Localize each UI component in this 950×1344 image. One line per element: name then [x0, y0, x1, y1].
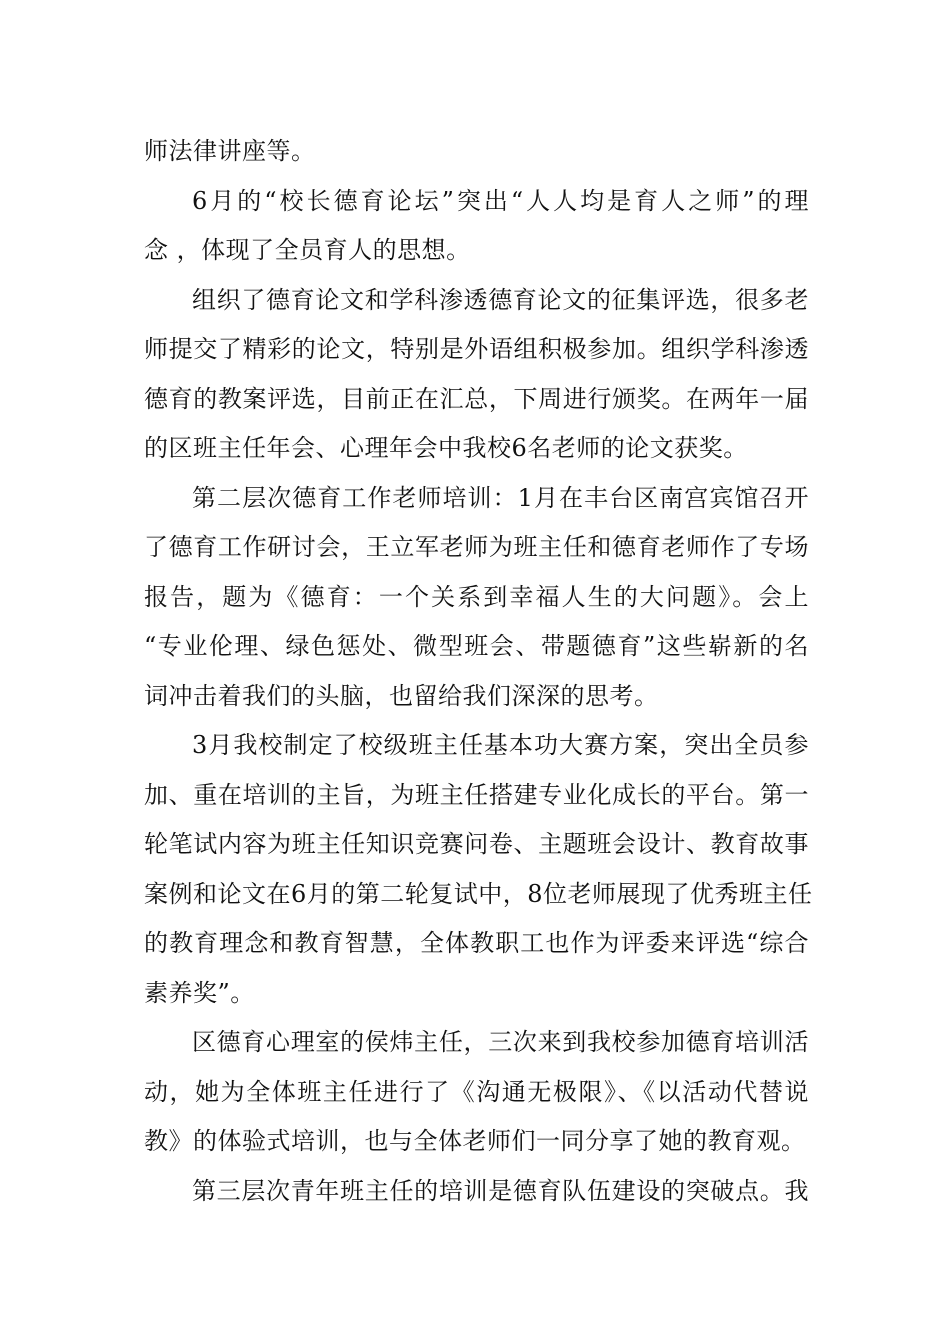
text-line: 组织了德育论文和学科渗透德育论文的征集评选，很多老: [192, 285, 809, 314]
text-line: 动，她为全体班主任进行了《沟通无极限》、《以活动代替说: [144, 1077, 809, 1106]
text-line: 词冲击着我们的头脑，也留给我们深深的思考。: [144, 681, 659, 710]
text-line: “专业伦理、绿色惩处、微型班会、带题德育”这些崭新的名: [144, 632, 809, 660]
text-line: 第三层次青年班主任的培训是德育队伍建设的突破点。我: [192, 1176, 809, 1205]
text-line: 素养奖”。: [144, 978, 255, 1007]
text-line: 德育的教案评选，目前正在汇总，下周进行颁奖。在两年一届: [144, 384, 809, 413]
text-line: 师提交了精彩的论文，特别是外语组积极参加。组织学科渗透: [144, 335, 809, 363]
document-body: [144, 127, 813, 1216]
text-line: 师法律讲座等。: [144, 137, 316, 165]
text-line: 第二层次德育工作老师培训：1月在丰台区南宫宾馆召开: [192, 483, 809, 512]
text-line: 了德育工作研讨会，王立军老师为班主任和德育老师作了专场: [144, 533, 809, 561]
text-line: 加、重在培训的主旨，为班主任搭建专业化成长的平台。第一: [144, 780, 809, 809]
text-line: 的教育理念和教育智慧，全体教职工也作为评委来评选“综合: [144, 929, 809, 957]
text-line: 报告，题为《德育：一个关系到幸福人生的大问题》。会上: [144, 582, 809, 611]
text-line: 念 ，体现了全员育人的思想。: [144, 236, 471, 264]
text-line: 案例和论文在6月的第二轮复试中，8位老师展现了优秀班主任: [144, 879, 813, 908]
text-line: 区德育心理室的侯炜主任，三次来到我校参加德育培训活: [192, 1028, 809, 1056]
text-line: 轮笔试内容为班主任知识竞赛问卷、主题班会设计、教育故事: [144, 830, 809, 858]
text-line: 6月的“校长德育论坛”突出“人人均是育人之师”的理: [192, 186, 809, 215]
text-line: 3月我校制定了校级班主任基本功大赛方案，突出全员参: [192, 731, 809, 759]
text-line: 教》的体验式培训，也与全体老师们一同分享了她的教育观。: [144, 1127, 806, 1155]
text-line: 的区班主任年会、心理年会中我校6名老师的论文获奖。: [144, 434, 748, 462]
